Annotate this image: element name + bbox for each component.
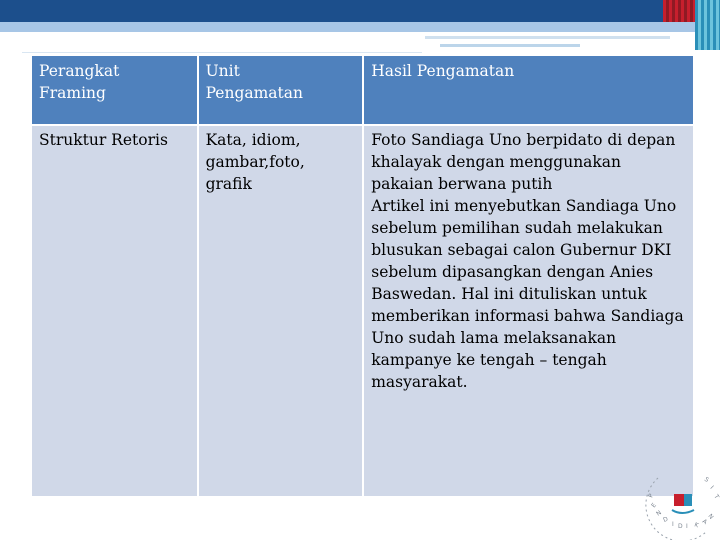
header-divider-hairline xyxy=(22,52,422,53)
cell-perangkat: Struktur Retoris xyxy=(31,125,198,497)
framing-table xyxy=(30,54,695,498)
svg-text:E: E xyxy=(650,501,658,510)
svg-text:D: D xyxy=(662,515,670,524)
header-gap xyxy=(0,32,720,46)
svg-text:N: N xyxy=(655,509,663,518)
table-row xyxy=(31,125,694,497)
header-unit-pengamatan: Unit Pengamatan xyxy=(198,55,364,125)
svg-text:I: I xyxy=(708,484,715,491)
header-perangkat-framing: Perangkat Framing xyxy=(31,55,198,125)
svg-text:K: K xyxy=(693,521,700,530)
svg-text:I: I xyxy=(672,521,674,528)
cell-hasil: Foto Sandiaga Uno berpidato di depan khalayak dengan menggunakan pakaian berwana putih Artikel ini menyebutkan Sandiaga Uno sebelum pemilihan sudah melakukan blusukan sebagai calon Gubernur DKI sebelum dipasangkan dengan Anies Baswedan. Hal ini dituliskan untuk memberikan informasi bahwa Sandiaga Uno sudah lama melaksanakan kampanye ke tengah – tengah masyarakat. xyxy=(363,125,694,497)
svg-text:N: N xyxy=(706,512,715,521)
cell-unit: Kata, idiom, gambar,foto, grafik xyxy=(198,125,364,497)
table-header-row xyxy=(31,55,694,125)
svg-text:S: S xyxy=(702,475,710,484)
svg-text:T: T xyxy=(712,493,720,501)
header-hasil-pengamatan: Hasil Pengamatan xyxy=(363,55,694,125)
header-teal-stripes xyxy=(695,0,720,50)
header-band-light xyxy=(0,22,720,32)
svg-text:P: P xyxy=(647,492,656,499)
university-logo-icon xyxy=(644,466,720,540)
svg-text:A: A xyxy=(700,517,709,526)
header-band xyxy=(0,0,720,22)
svg-text:I: I xyxy=(686,523,688,530)
svg-text:D: D xyxy=(678,523,683,530)
header-divider-line xyxy=(425,36,670,39)
header-divider-line-short xyxy=(440,44,580,47)
